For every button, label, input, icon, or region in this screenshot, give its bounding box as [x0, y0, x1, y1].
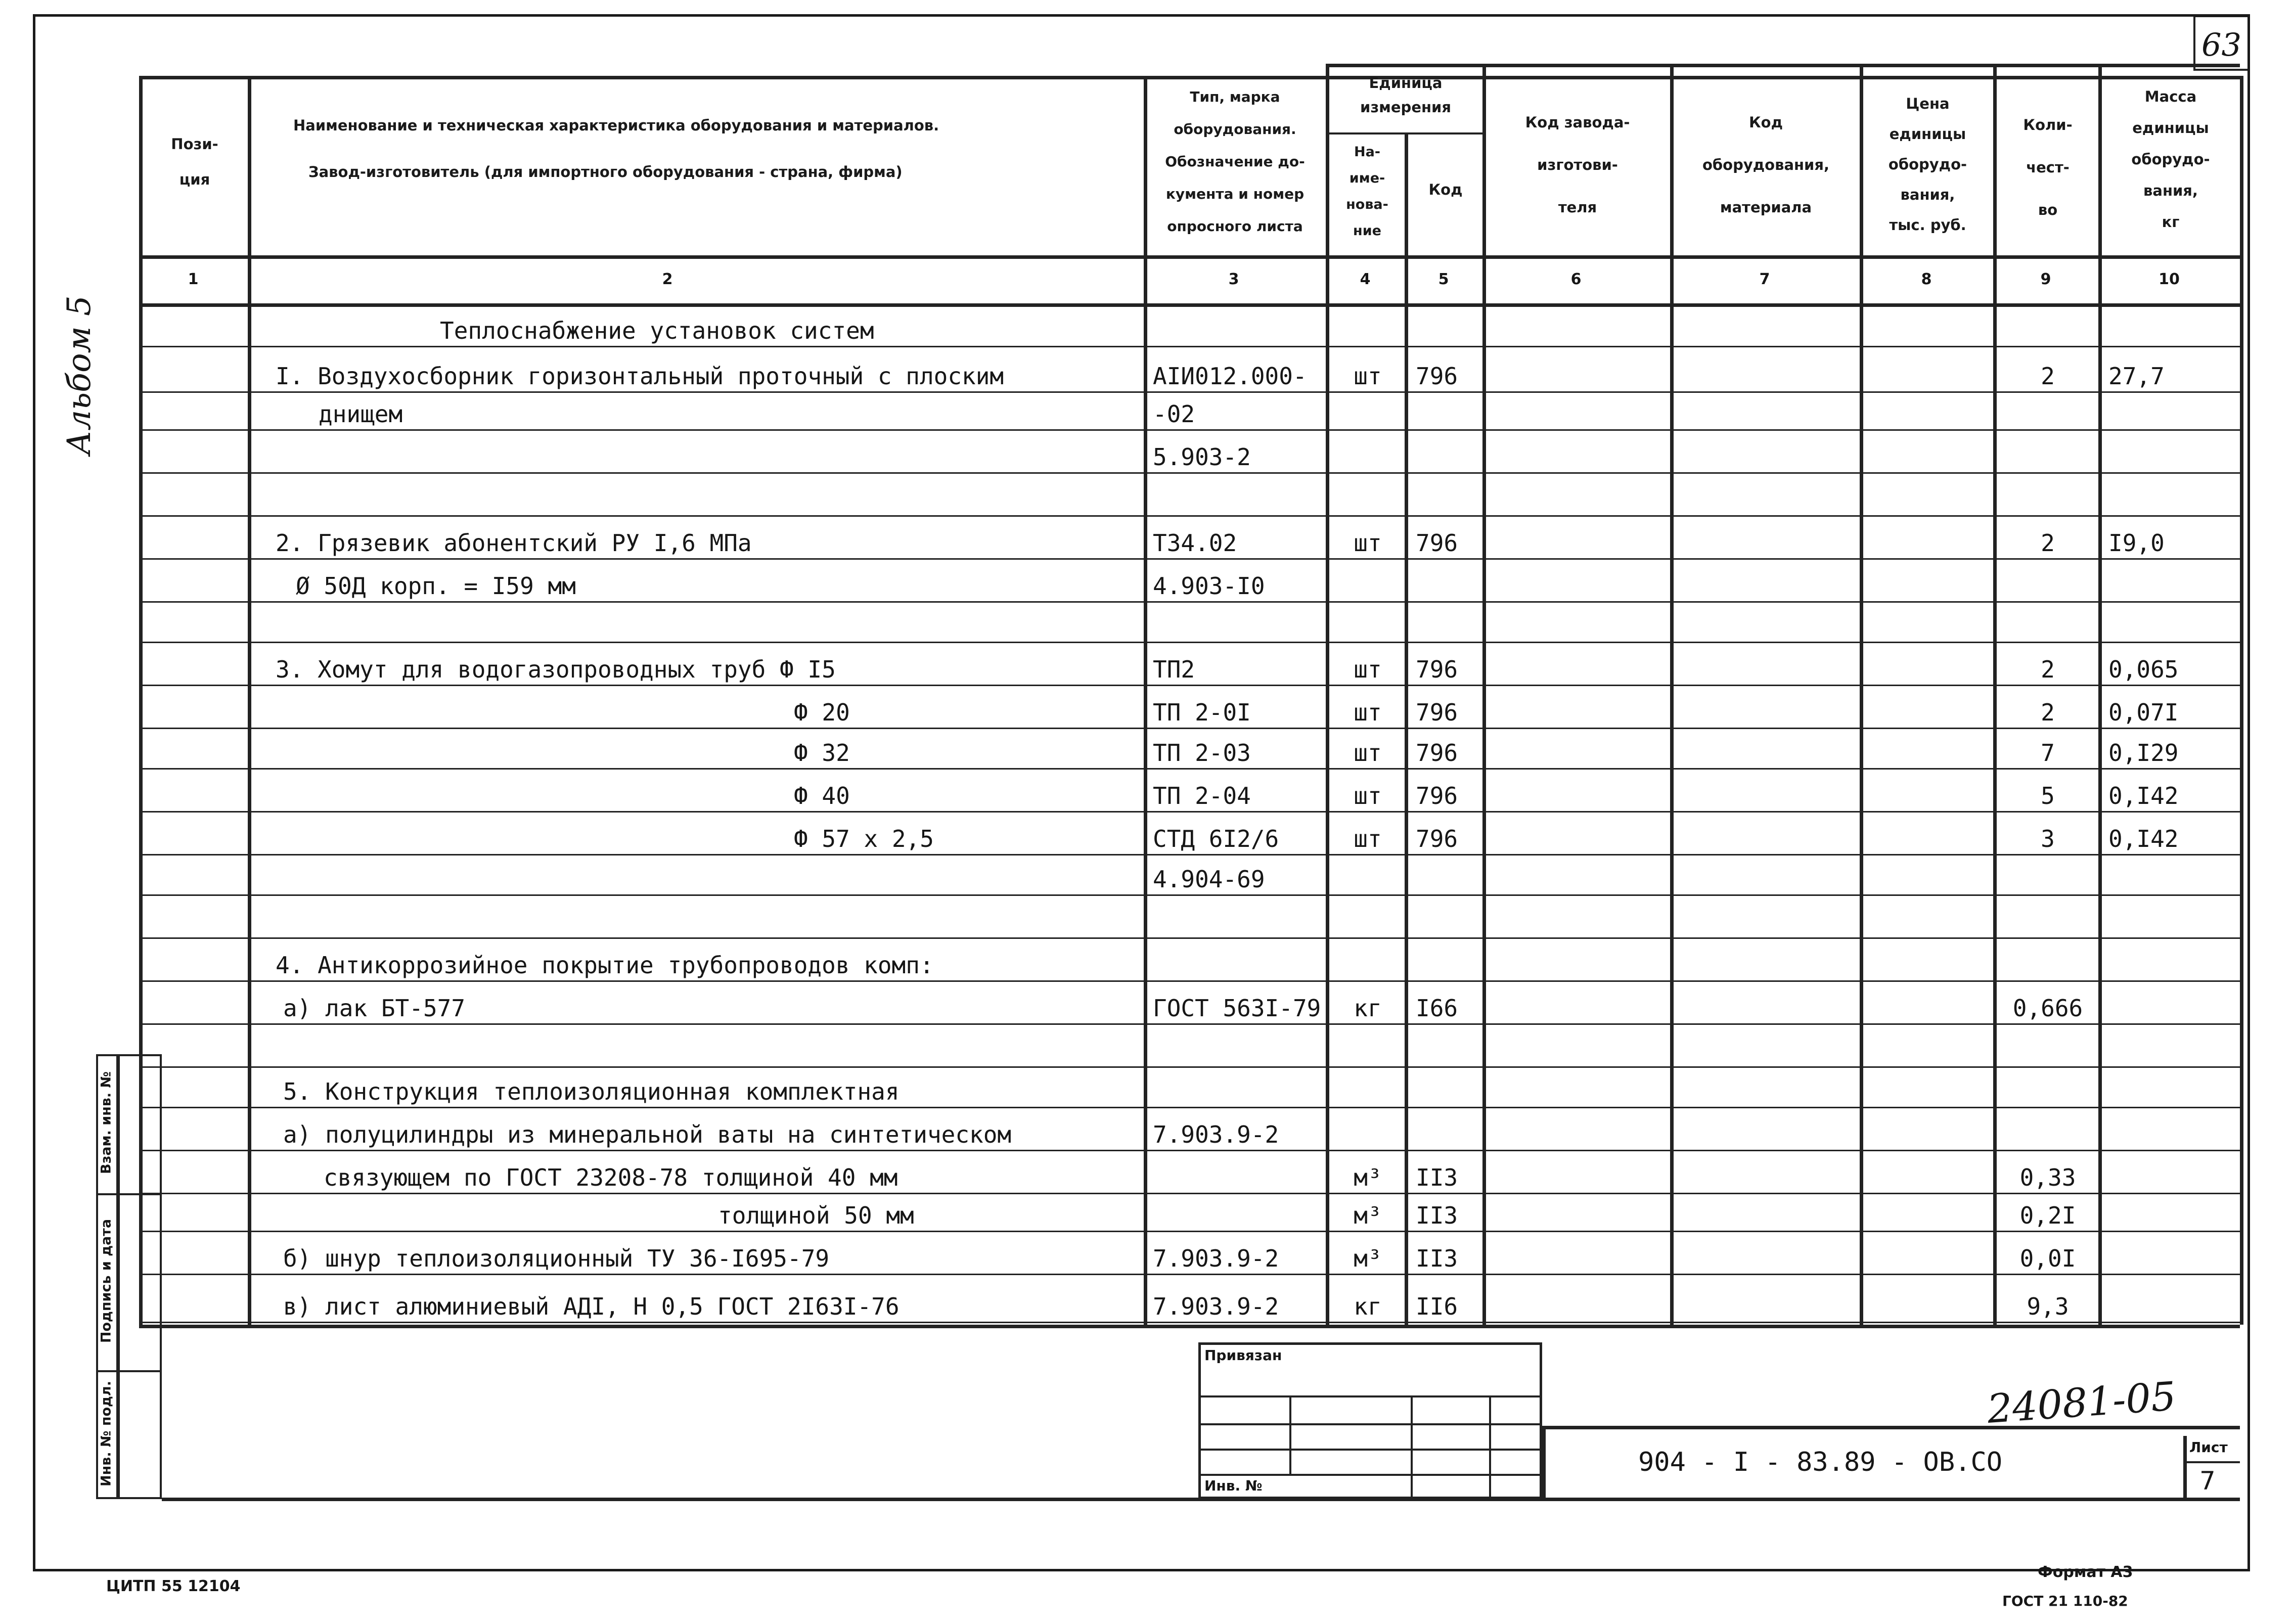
- row-mass: I9,0: [2108, 529, 2165, 557]
- row-name: Ф 20: [794, 699, 850, 726]
- row-quantity: 0,0I: [2019, 1245, 2076, 1272]
- row-type: 4.904-69: [1153, 866, 1265, 893]
- row-name: связующем по ГОСТ 23208-78 толщиной 40 мм: [324, 1164, 898, 1191]
- row-code: 796: [1416, 699, 1458, 726]
- row-quantity: 2: [2041, 529, 2055, 557]
- row-unit: м³: [1354, 1164, 1382, 1191]
- row-unit: шт: [1354, 529, 1382, 557]
- header-name-line1: Наименование и техническая характеристика оборудования и материалов.: [293, 117, 939, 134]
- row-unit: м³: [1354, 1245, 1382, 1272]
- row-type: -02: [1153, 400, 1195, 428]
- header-unit-group: Единица измерения: [1360, 74, 1451, 116]
- inv-no-label: Инв. №: [1204, 1477, 1263, 1494]
- row-code: II3: [1416, 1202, 1458, 1229]
- row-type: ТП2: [1153, 656, 1195, 683]
- row-name: Ф 40: [794, 782, 850, 809]
- side-vzam-inv: Взам. инв. №: [98, 1071, 114, 1175]
- header-mass: Масса единицы оборудо- вания, кг: [2131, 88, 2210, 231]
- row-type: АIИ012.000-: [1153, 363, 1307, 390]
- row-type: 7.903.9-2: [1153, 1245, 1279, 1272]
- row-code: 796: [1416, 782, 1458, 809]
- row-name: Ф 57 х 2,5: [794, 825, 934, 852]
- side-sign-date: Подпись и дата: [98, 1219, 114, 1343]
- col-number-1: 1: [188, 270, 199, 288]
- row-mass: 0,07I: [2108, 699, 2179, 726]
- row-name: 2. Грязевик абонентский РУ I,6 МПа: [276, 529, 752, 557]
- col-number-6: 6: [1570, 270, 1582, 288]
- row-unit: шт: [1354, 699, 1382, 726]
- row-quantity: 2: [2041, 363, 2055, 390]
- row-name: а) полуцилиндры из минеральной ваты на синтетическом: [283, 1121, 1012, 1148]
- header-unit-code: Код: [1428, 181, 1463, 198]
- footer-left: ЦИТП 55 12104: [106, 1577, 241, 1595]
- row-code: I66: [1416, 995, 1458, 1022]
- row-quantity: 0,666: [2012, 995, 2083, 1022]
- col-number-5: 5: [1438, 270, 1449, 288]
- row-unit: шт: [1354, 782, 1382, 809]
- side-inv-sub: Инв. № подл.: [98, 1381, 114, 1486]
- row-quantity: 7: [2041, 739, 2055, 766]
- row-code: 796: [1416, 529, 1458, 557]
- row-mass: 0,I42: [2108, 782, 2179, 809]
- footer-format: Формат А3: [2038, 1563, 2133, 1581]
- row-name: б) шнур теплоизоляционный ТУ 36-I695-79: [283, 1245, 830, 1272]
- row-name: Теплоснабжение установок систем: [440, 317, 874, 344]
- col-number-4: 4: [1360, 270, 1371, 288]
- col-number-8: 8: [1921, 270, 1932, 288]
- row-code: II6: [1416, 1293, 1458, 1320]
- row-name: 3. Хомут для водогазопроводных труб Ф I5: [276, 656, 836, 683]
- header-unit-name: На- име- нова- ние: [1346, 144, 1388, 239]
- row-unit: кг: [1354, 995, 1382, 1022]
- row-quantity: 0,33: [2019, 1164, 2076, 1191]
- col-number-10: 10: [2159, 270, 2180, 288]
- row-name: а) лак БТ-577: [283, 995, 466, 1022]
- sheet-number: 7: [2199, 1466, 2216, 1496]
- col-number-7: 7: [1759, 270, 1770, 288]
- row-code: II3: [1416, 1245, 1458, 1272]
- row-mass: 0,I29: [2108, 739, 2179, 766]
- row-unit: кг: [1354, 1293, 1382, 1320]
- row-mass: 27,7: [2108, 363, 2165, 390]
- header-type: Тип, марка оборудования. Обозначение до- кумента и номер опросного листа: [1165, 88, 1305, 235]
- col-number-2: 2: [662, 270, 673, 288]
- row-type: ТП 2-03: [1153, 739, 1251, 766]
- row-name: 4. Антикоррозийное покрытие трубопроводов комп:: [276, 952, 934, 979]
- header-factory-code: Код завода- изготови- теля: [1525, 114, 1630, 216]
- privyazan-label: Привязан: [1204, 1347, 1282, 1364]
- row-code: 796: [1416, 825, 1458, 852]
- row-quantity: 9,3: [2027, 1293, 2069, 1320]
- row-quantity: 0,2I: [2019, 1202, 2076, 1229]
- row-mass: 0,065: [2108, 656, 2179, 683]
- col-number-9: 9: [2040, 270, 2051, 288]
- row-quantity: 2: [2041, 699, 2055, 726]
- row-unit: шт: [1354, 656, 1382, 683]
- header-position: Пози- ция: [171, 136, 218, 188]
- row-type: 7.903.9-2: [1153, 1121, 1279, 1148]
- row-name: I. Воздухосборник горизонтальный проточный с плоским: [276, 363, 1004, 390]
- header-equipment-code: Код оборудования, материала: [1702, 114, 1830, 216]
- row-name: 5. Конструкция теплоизоляционная комплектная: [283, 1078, 900, 1105]
- row-unit: шт: [1354, 739, 1382, 766]
- sheet-label: Лист: [2189, 1439, 2228, 1456]
- row-unit: м³: [1354, 1202, 1382, 1229]
- row-type: 5.903-2: [1153, 443, 1251, 471]
- row-name: Ø 50Д корп. = I59 мм: [296, 572, 576, 600]
- row-type: 7.903.9-2: [1153, 1293, 1279, 1320]
- handwritten-number: 24081-05: [1986, 1374, 2178, 1432]
- row-name: в) лист алюминиевый АДI, Н 0,5 ГОСТ 2I63I-76: [283, 1293, 900, 1320]
- row-quantity: 2: [2041, 656, 2055, 683]
- row-code: 796: [1416, 739, 1458, 766]
- header-quantity: Коли- чест- во: [2023, 116, 2073, 218]
- row-type: СТД 6I2/6: [1153, 825, 1279, 852]
- row-unit: шт: [1354, 363, 1382, 390]
- row-code: 796: [1416, 363, 1458, 390]
- row-type: Т34.02: [1153, 529, 1237, 557]
- row-mass: 0,I42: [2108, 825, 2179, 852]
- header-price: Цена единицы оборудо- вания, тыс. руб.: [1888, 95, 1967, 234]
- album-note: Альбом 5: [61, 295, 98, 455]
- row-code: II3: [1416, 1164, 1458, 1191]
- row-quantity: 3: [2041, 825, 2055, 852]
- row-type: ТП 2-04: [1153, 782, 1251, 809]
- row-unit: шт: [1354, 825, 1382, 852]
- row-code: 796: [1416, 656, 1458, 683]
- footer-gost: ГОСТ 21 110-82: [2002, 1593, 2128, 1609]
- row-type: ГОСТ 563I-79: [1153, 995, 1321, 1022]
- page-number: 63: [2201, 26, 2241, 63]
- row-name: Ф 32: [794, 739, 850, 766]
- row-name: толщиной 50 мм: [718, 1202, 914, 1229]
- row-type: 4.903-I0: [1153, 572, 1265, 600]
- doc-code: 904 - I - 83.89 - ОВ.СО: [1638, 1447, 2003, 1477]
- row-name: днищем: [319, 400, 403, 428]
- header-name-line2: Завод-изготовитель (для импортного оборудования - страна, фирма): [308, 163, 903, 181]
- col-number-3: 3: [1228, 270, 1239, 288]
- row-quantity: 5: [2041, 782, 2055, 809]
- row-type: ТП 2-0I: [1153, 699, 1251, 726]
